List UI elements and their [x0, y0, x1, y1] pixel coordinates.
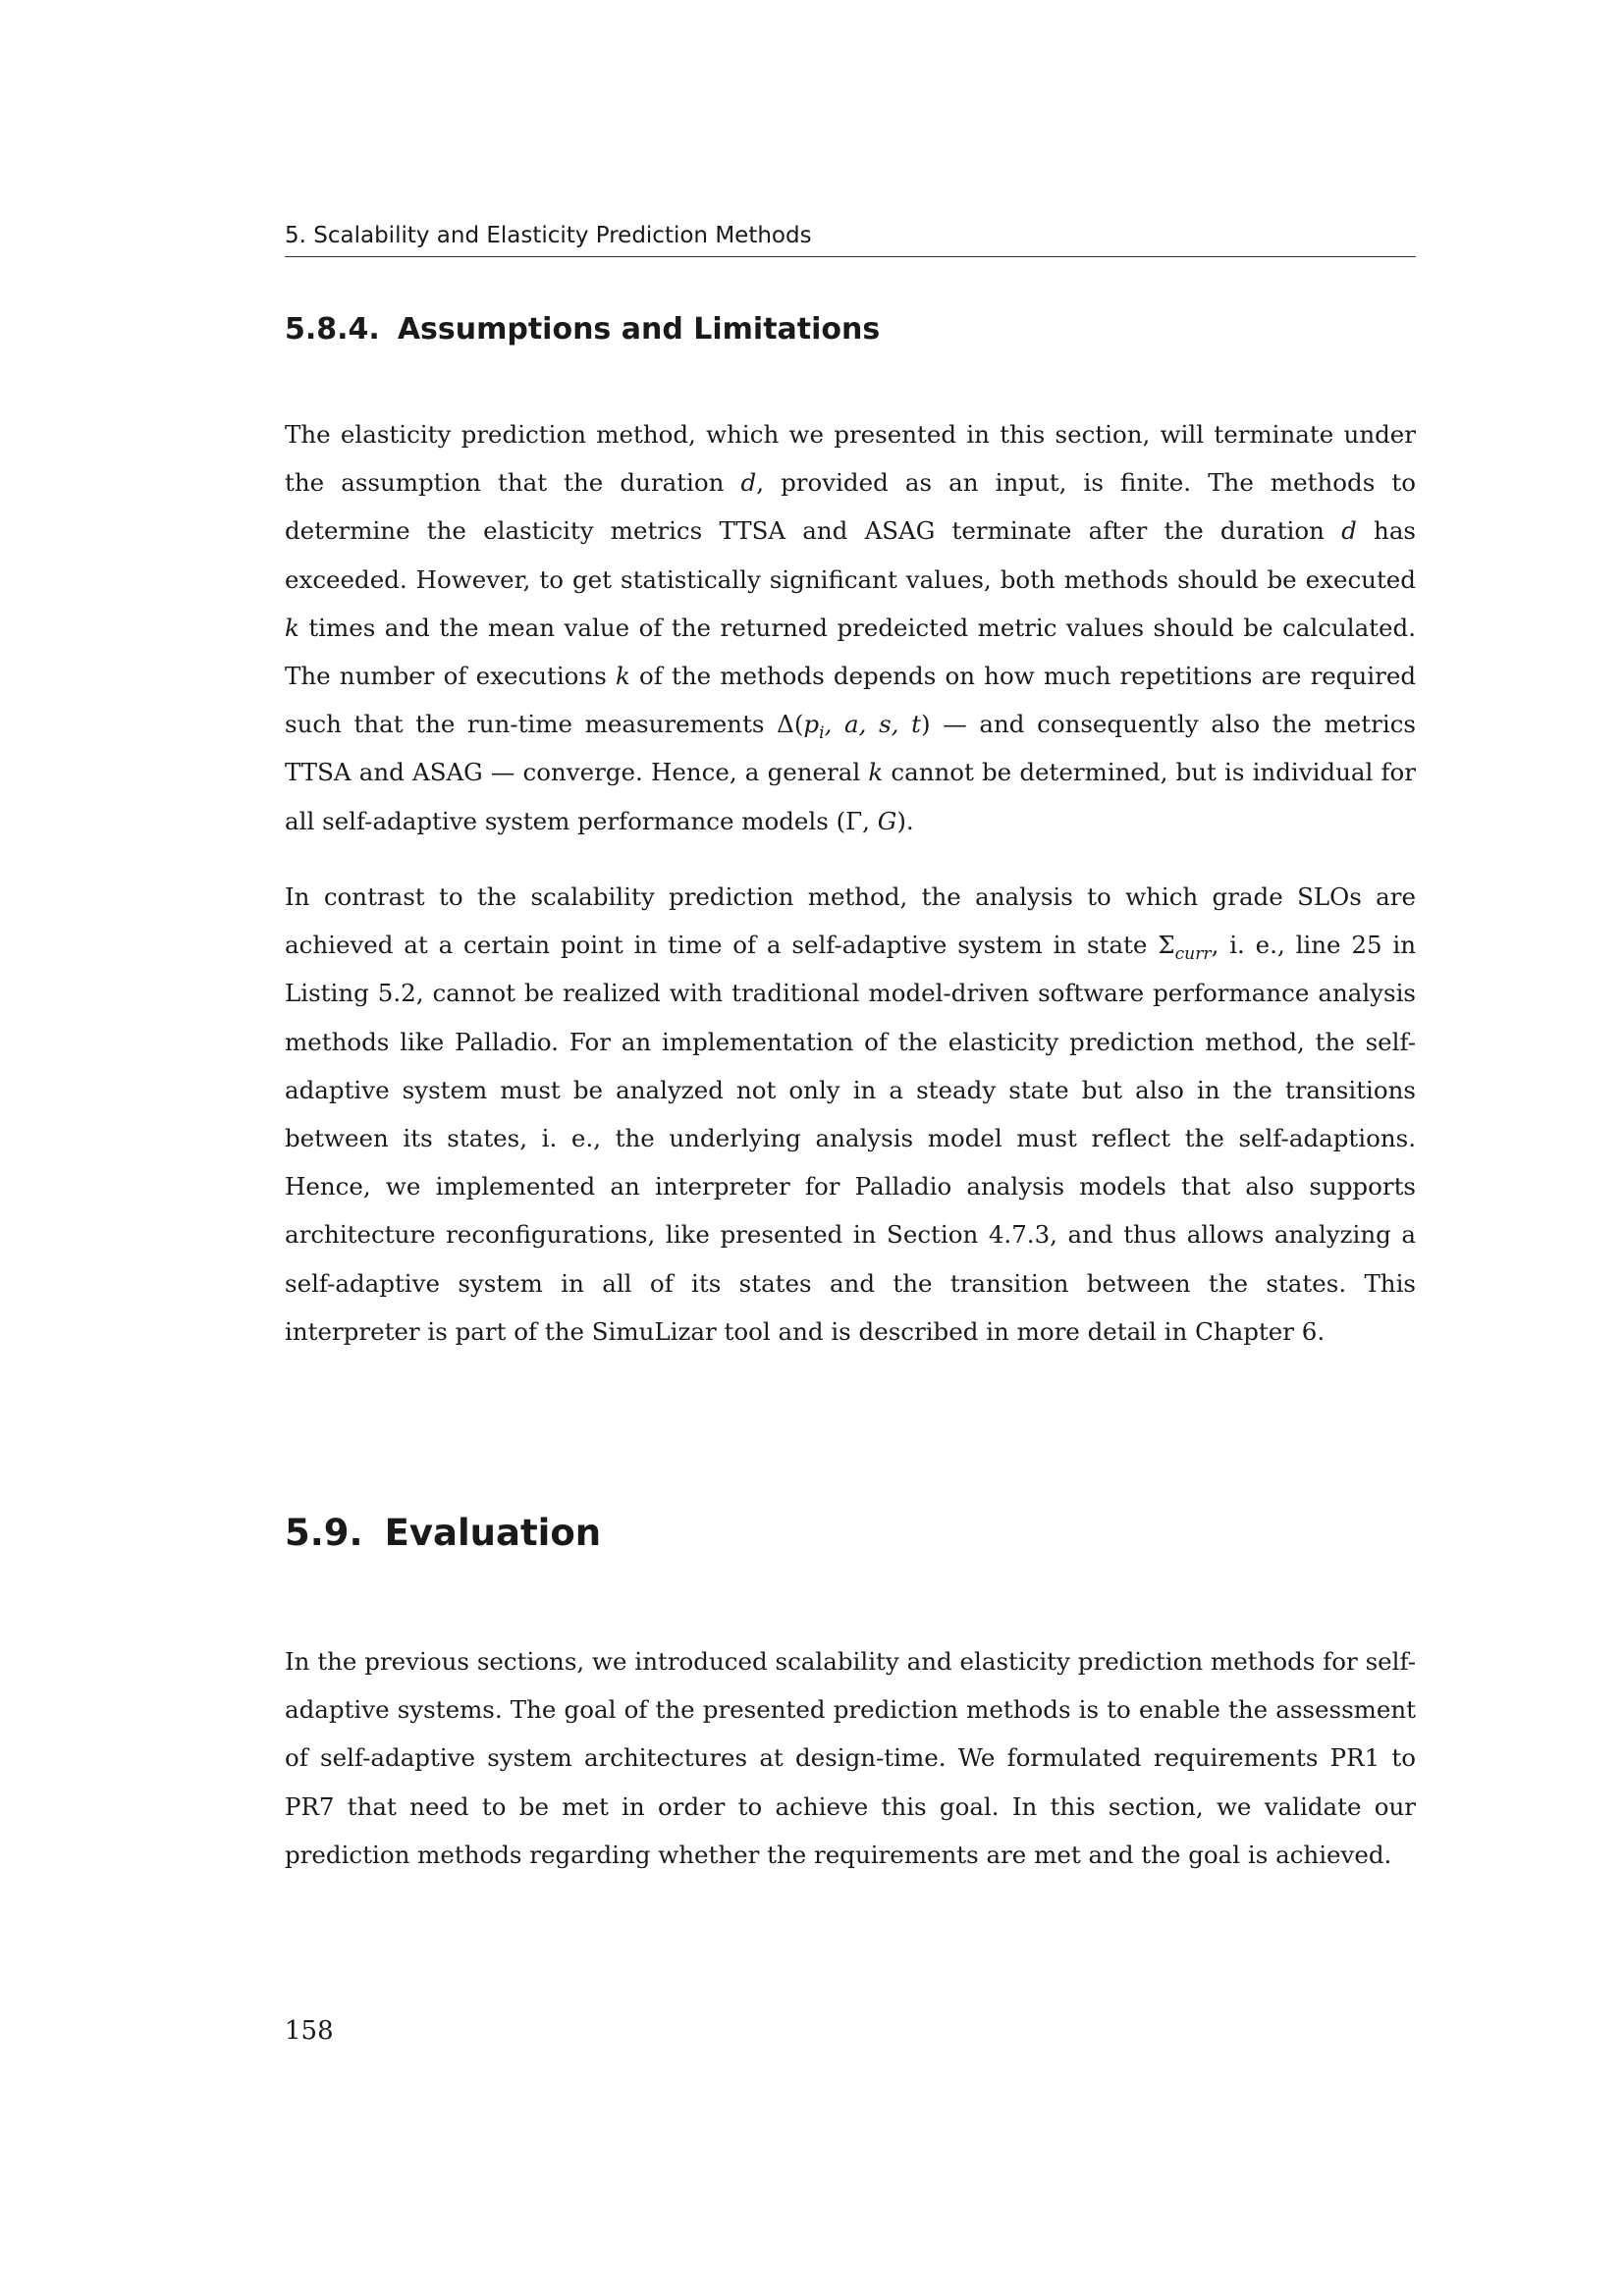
text-run: , i. e., line 25 in Listing 5.2, cannot be realized with traditional model-driven software performance analysis methods like Palladio. For an implementation of the elasticity prediction method, the self-adaptive system must be analyzed not only in a steady state but also in the transitions between its states, i. e., the underlying analysis model must reflect the self-adaptions. Hence, we implemented an interpreter for Palladio analysis models that also supports architecture reconfigurations, like presented in Section 4.7.3, and thus allows analyzing a self-adaptive system in all of its states and the transition between the states. This interpreter is part of the SimuLizar tool and is described in more detail in Chapter 6.: [285, 931, 1416, 1346]
paragraph-interpreter-limitations: [285, 873, 1416, 1356]
math-variable: d: [1341, 516, 1357, 546]
subsection-title: Assumptions and Limitations: [397, 312, 881, 347]
math-variable: G: [877, 806, 897, 835]
math-subscript: i: [819, 723, 825, 744]
section-title: Evaluation: [384, 1512, 602, 1554]
text-run: has exceeded. However, to get statistically significant values, both methods should be executed: [285, 516, 1417, 594]
math-expression: [777, 710, 931, 744]
text-run: — and consequently also the metrics TTSA and ASAG — converge. Hence, a general: [285, 710, 1416, 787]
math-variable: p: [803, 710, 820, 739]
text-run: ).: [896, 806, 914, 835]
subsection-number: 5.8.4.: [285, 312, 380, 347]
text-run: In contrast to the scalability prediction method, the analysis to which grade SLOs are achieved at a certain point in time of a self-adaptive system in state Σ: [285, 882, 1416, 960]
paragraph-termination-assumptions: [285, 410, 1416, 845]
text-run: of the methods depends on how much repetitions are required such that the run-time measurements: [285, 662, 1417, 739]
paragraph-evaluation-intro: In the previous sections, we introduced scalability and elasticity prediction methods for self-adaptive systems. The goal of the presented prediction methods is to enable the assessment of self-adaptive system architectures at design-time. We formulated requirements PR1 to PR7 that need to be met in order to achieve this goal. In this section, we validate our prediction methods regarding whether the requirements are met and the goal is achieved.: [285, 1647, 1416, 1869]
text-run: cannot be determined, but is individual for all self-adaptive system performance models (Γ,: [285, 758, 1416, 835]
document-page: [285, 0, 1416, 2296]
subsection-heading: [285, 310, 880, 349]
page-number: 158: [285, 2016, 334, 2046]
section-heading: [285, 1510, 601, 1557]
math-symbol: ): [920, 710, 931, 739]
math-variable: , a, s, t: [824, 710, 921, 739]
math-variable: d: [740, 468, 757, 498]
math-variable: k: [285, 613, 299, 642]
math-subscript: curr: [1174, 944, 1212, 965]
text-run: The elasticity prediction method, which we presented in this section, will terminate under the assumption that the duration: [285, 420, 1416, 498]
section-number: 5.9.: [285, 1512, 363, 1554]
math-variable: k: [868, 758, 884, 787]
math-symbol: Δ(: [777, 710, 804, 739]
text-run: , provided as an input, is finite. The methods to determine the elasticity metrics TTSA and ASAG terminate after the duration: [285, 468, 1416, 546]
running-header: 5. Scalability and Elasticity Prediction Methods: [285, 221, 1416, 257]
text-run: times and the mean value of the returned predeicted metric values should be calculated. The number of executions: [285, 613, 1416, 691]
math-variable: k: [615, 662, 630, 691]
